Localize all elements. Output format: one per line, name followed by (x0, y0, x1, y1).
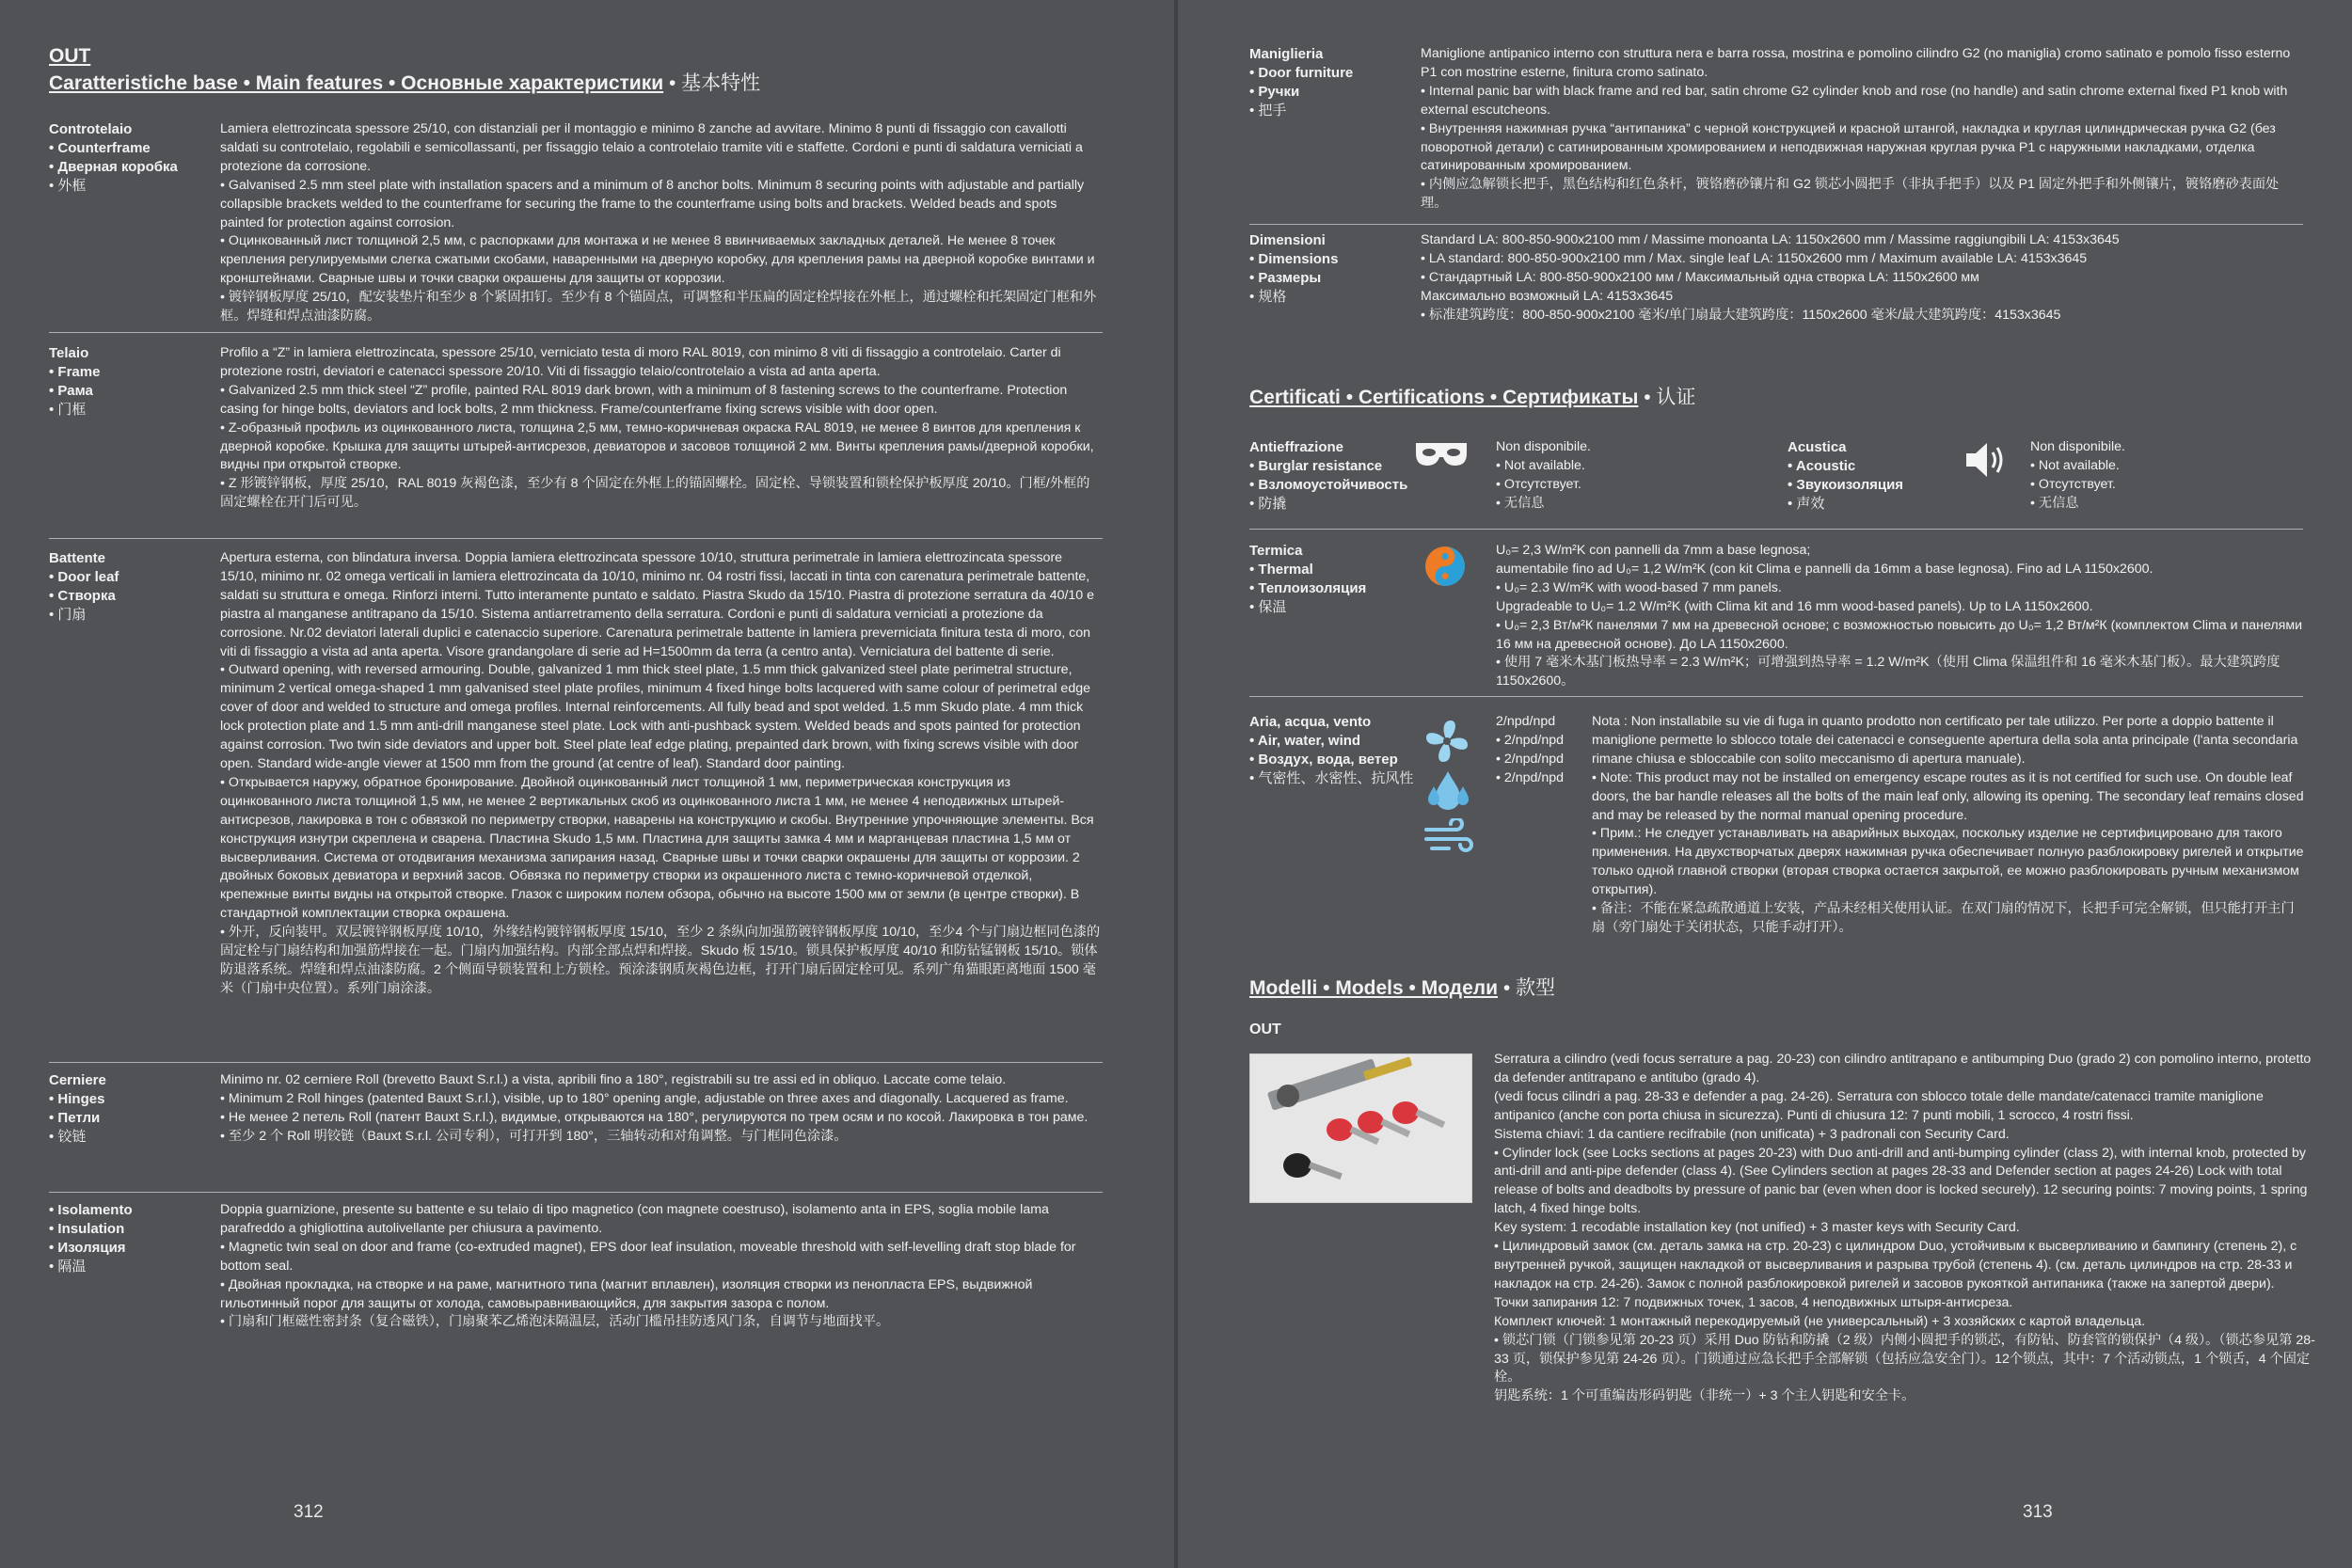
label-en: • Hinges (49, 1091, 105, 1107)
section-text (220, 1201, 1103, 1332)
label-it: Controtelaio (49, 121, 133, 137)
note-it: Nota : Non installabile su vie di fuga in quanto prodotto non certificato per tale utilizzo. Per porte a doppio battente il maniglione permette lo sblocco totale dei catenacci e conseguente apertura della sola anta principale (l'anta secondaria rimane chiusa e sbloccabile con solito meccanismo di apertura manuale). (1592, 714, 2298, 767)
section-label (49, 1071, 214, 1147)
label-cn: • 气密性、水密性、抗风性 (1249, 770, 1414, 786)
heading-main: Certificati • Certifications • Сертификаты (1249, 387, 1639, 408)
para-ru: • Z-образный профиль из оцинкованного листа, толщина 2,5 мм, темно-коричневая окраска RAL 8019, не менее 8 винтов для крепления к дверной коробке. Крышка для защиты штырей-антисрезов, девиаторов и засовов толщиной 2 мм. Винты крепления рамы/дверной коробки, видны при открытой створке. (220, 420, 1094, 473)
para-it: Apertura esterna, con blindatura inversa. Doppia lamiera elettrozincata spessore 10/10, struttura perimetrale in lamiera elettrozincata spessore 15/10, minimo nr. 02 omega verticali in lamiera elettrozincata da 10/10, minimo nr. 04 rostri fissi, laccati in tinta con carenatura perimetrale battente, saldati su struttura e omega. Rinforzi interni. Tutto interamente puntato e saldato. Piastra Skudo da 15/10. Piastra di protezione serratura da 40/10 e piastra al manganese antitrapano da 15/10. Sistema antiarretramento della serratura. Cordoni e punti di saldatura verniciati a protezione da corrosione. Nr.02 deviatori laterali duplici e catenaccio superiore. Carenatura perimetrale battente in lamiera preverniciata finitura testa di moro, con viti di fissaggio a vista ad anta aperta. Visore grandangolare di serie ad H=1500mm da terra (a centro anta). Verniciatura del battente di serie. (220, 550, 1095, 659)
cert-aria-value (1496, 713, 1581, 788)
cylinder-keys-photo (1249, 1053, 1472, 1203)
label-ru: • Дверная коробка (49, 159, 178, 175)
heading-cn: • 款型 (1498, 977, 1556, 999)
para-en-2: Key system: 1 recodable installation key (not unified) + 3 master keys with Security Card. (1494, 1220, 2020, 1236)
para-cn: • 至少 2 个 Roll 明铰链（Bauxt S.r.l. 公司专利），可打开到 180°，三轴转动和对角调整。与门框同色涂漆。 (220, 1128, 848, 1144)
label-it: Acustica (1788, 439, 1847, 455)
para-ru: • Стандартный LA: 800-850-900x2100 мм / Максимальный одна створка LA: 1150x2600 мм (1421, 269, 1979, 285)
label-it: Battente (49, 550, 106, 566)
para-en: • LA standard: 800-850-900x2100 mm / Max. single leaf LA: 1150x2600 mm / Maximum available LA: 4153x3645 (1421, 250, 2088, 266)
label-ru: • Воздух, вода, ветер (1249, 752, 1398, 768)
value-en: • 2/npd/npd (1496, 732, 1565, 748)
main-features-heading (49, 68, 760, 96)
value-it-2: aumentabile fino ad U₀= 1,2 W/m²K (con kit Clima e pannelli da 16mm a base legnosa). Fino ad LA 1150x2600. (1496, 561, 2153, 577)
label-ru: • Размеры (1249, 270, 1322, 286)
para-en: • Minimum 2 Roll hinges (patented Bauxt S.r.l.), visible, up to 180° opening angle, adjustable on three axes and diagonally. Lacquered as frame. (220, 1090, 1069, 1106)
para-en: • Outward opening, with reversed armouring. Double, galvanized 1 mm thick steel plate, 1.5 mm thick galvanized steel plate perimetral structure, minimum 2 vertical omega-shaped 1 mm galvanised steel plate profiles, minimum 4 fixed hinge bolts lacquered with same colour of perimetral edge cover of door and welded to structure and omega profiles. Internal reinforcements. All fully bead and spot welded. 1.5 mm Skudo plate. 4 mm thick lock protection plate and 1.5 mm anti-drill manganese steel plate. Lock with anti-pushback system. Welded beads and spots painted for protection against corrosion. Two twin side deviators and upper bolt. Steel plate leaf edge plating, prepainted dark brown, with fixing screws visible with door open. Standard wide-angle viewer at 1500 mm from the ground (at centre of leaf). Standard door painting. (220, 662, 1090, 771)
value-ru: • U₀= 2,3 Вт/м²К панелями 7 мм на древесной основе; с возможностью повысить до U₀= 1,2 Вт/м²К (комплектом Clima и панелями 16 мм на древесной основе). До LA 1150x2600. (1496, 617, 2303, 652)
value-cn: • 无信息 (2030, 495, 2079, 511)
section-door-furniture (1249, 45, 2303, 225)
label-cn: • 防撬 (1249, 496, 1287, 512)
para-it: Profilo a “Z” in lamiera elettrozincata, spessore 25/10, verniciato testa di moro RAL 8019, con minimo 8 viti di fissaggio a controtelaio. Carter di protezione rostri, deviatori e catenacci spessore 20/10. Viti di fissaggio telaio/controtelaio a vista ad anta aperta. (220, 345, 1061, 379)
label-it: • Isolamento (49, 1202, 133, 1218)
para-cn: • 内侧应急解锁长把手，黑色结构和红色条杆，镀铬磨砂镶片和 G2 锁芯小圆把手（非执手把手）以及 P1 固定外把手和外侧镶片，镀铬磨砂表面处理。 (1421, 177, 2280, 212)
label-cn: • 门框 (49, 402, 87, 418)
para-ru: • Не менее 2 петель Roll (патент Bauxt S.r.l.), видимые, открываются на 180°, регулируются по трем осям и по косой. Лакировка в тон раме. (220, 1109, 1089, 1125)
models-out-subheading: OUT (1249, 1022, 1281, 1037)
cert-termica-value (1496, 542, 2305, 691)
para-cn: • 镀锌钢板厚度 25/10，配安装垫片和至少 8 个紧固扣钉。至少有 8 个锚固点，可调整和半压扁的固定栓焊接在外框上，通过螺栓和托架固定门框和外框。焊缝和焊点油漆防腐。 (220, 290, 1097, 325)
cert-acustica-label (1788, 438, 1952, 514)
label-ru: • Петли (49, 1110, 101, 1126)
out-heading: OUT (49, 45, 91, 67)
para-it: Doppia guarnizione, presente su battente e su telaio di tipo magnetico (con magnete coestruso), isolamento anta in EPS, soglia mobile lama parafreddo a ghigliottina autolivellante per chiusura a pavimento. (220, 1202, 1049, 1236)
label-ru: • Изоляция (49, 1240, 126, 1256)
section-label (1249, 231, 1414, 307)
cert-aria-notes (1592, 713, 2305, 938)
heading-main: Caratteristiche base • Main features • Основные характеристики (49, 72, 664, 94)
label-cn: • 铰链 (49, 1129, 87, 1145)
para-it: Minimo nr. 02 cerniere Roll (brevetto Bauxt S.r.l.) a vista, apribili fino a 180°, registrabili su tre assi ed in obliquo. Laccate come telaio. (220, 1072, 1007, 1087)
para-ru-2: Точки запирания 12: 7 подвижных точек, 1 засов, 4 неподвижных штыря-антисреза. (1494, 1294, 2013, 1310)
label-en: • Dimensions (1249, 251, 1339, 267)
section-label (49, 549, 214, 625)
para-ru-3: Комплект ключей: 1 монтажный перекодируемый (не универсальный) + 3 хозяйских с картой владельца. (1494, 1313, 2146, 1329)
para-en: • Galvanised 2.5 mm steel plate with installation spacers and a minimum of 8 anchor bolts. Minimum 8 securing points with adjustable and partially collapsible brackets welded to the counterframe for securing the frame to the counterframe using bolts and brackets. Welded beads and spots painted for protection against corrosion. (220, 177, 1085, 230)
section-text (220, 549, 1103, 999)
label-it: Dimensioni (1249, 232, 1326, 248)
burglar-mask-icon (1414, 440, 1469, 473)
note-cn: • 备注：不能在紧急疏散通道上安装，产品未经相关使用认证。在双门扇的情况下，长把手可完全解锁，但只能打开主门扇（旁门扇处于关闭状态，只能手动打开）。 (1592, 901, 2295, 935)
section-label (49, 344, 214, 420)
label-ru: • Створка (49, 588, 116, 604)
label-ru: • Ручки (1249, 84, 1300, 100)
section-hinges (49, 1071, 1103, 1193)
label-en: • Burglar resistance (1249, 458, 1383, 474)
para-en: • Internal panic bar with black frame and red bar, satin chrome G2 cylinder knob and rose (no handle) and satin chrome external fixed P1 knob with external escutcheons. (1421, 83, 2288, 118)
section-counterframe (49, 120, 1103, 333)
cert-antieffrazione-value (1496, 438, 1759, 514)
value-it-1: U₀= 2,3 W/m²K con pannelli da 7mm a base legnosa; (1496, 543, 1811, 558)
section-text (1421, 45, 2303, 214)
para-ru: • Оцинкованный лист толщиной 2,5 мм, с распорками для монтажа и не менее 8 ввинчиваемых закладных деталей. Не менее 8 точек крепления регулируемыми слегка сжатыми скобами, наваренными на дверную коробку, для крепления рамы на дверной коробке винтами и кронштейнами. Сварные швы и точки сварки окрашены для защиты от коррозии. (220, 233, 1095, 287)
page-number-left: 312 (294, 1502, 324, 1522)
note-ru: • Прим.: Не следует устанавливать на аварийных выходах, поскольку изделие не сертифицировано для такого применения. На двухстворчатых дверях нажимная ручка обеспечивает полную разблокировку ригелей и открытие только одной главной створки (вторая створка остается закрытой, ее можно разблокировать ручным механизмом открытия). (1592, 826, 2304, 898)
value-en-2: Upgradeable to U₀= 1.2 W/m²K (with Clima kit and 16 mm wood-based panels). Up to LA 1150x2600. (1496, 598, 2093, 614)
para-ru: • Двойная прокладка, на створке и на раме, магнитного типа (магнит вплавлен), изоляция створки из пенопласта EPS, выдвижной гильотинный порог для защиты от холода, самовыравнивающийся, для закрытия зазора с полом. (220, 1276, 1033, 1311)
para-it: Lamiera elettrozincata spessore 25/10, con distanziali per il montaggio e minimo 8 zanche ad avvitare. Minimo 8 punti di fissaggio con cavallotti saldati su controtelaio, regolabili e semicollassanti, per fissaggio telaio a controtelaio tramite viti e staffette. Cordoni e punti di saldatura verniciati a protezione da corrosione. (220, 121, 1083, 174)
label-it: Telaio (49, 345, 89, 361)
cert-row-thermal (1249, 542, 2303, 697)
models-text (1494, 1051, 2322, 1406)
value-cn: • 无信息 (1496, 495, 1545, 511)
para-en: • Magnetic twin seal on door and frame (co-extruded magnet), EPS door leaf insulation, moveable threshold with self-levelling draft stop blade for bottom seal. (220, 1239, 1076, 1274)
label-en: • Insulation (49, 1221, 125, 1237)
heading-main: Modelli • Models • Модели (1249, 977, 1499, 999)
section-label (1249, 45, 1414, 120)
para-en: • Galvanized 2.5 mm thick steel “Z” profile, painted RAL 8019 dark brown, with a minimum of 8 fastening screws to the counterframe. Protection casing for hinge bolts, deviators and lock bolts, 2 mm thickness. Frame/counterframe fixing screws visible with door open. (220, 382, 1068, 417)
para-it: Maniglione antipanico interno con struttura nera e barra rossa, mostrina e pomolino cilindro G2 (no maniglia) cromo satinato e pomolo fisso esterno P1 con mostrine esterne, finitura cromo satinato. (1421, 46, 2291, 80)
cert-row-1 (1249, 438, 2303, 530)
heading-cn: • 认证 (1638, 387, 1696, 408)
thermal-icon (1422, 544, 1468, 594)
label-cn: • 门扇 (49, 607, 87, 623)
section-door-leaf (49, 549, 1103, 1063)
value-it: 2/npd/npd (1496, 714, 1556, 729)
label-en: • Thermal (1249, 562, 1313, 578)
water-drops-icon (1424, 769, 1471, 817)
para-cn-1: • 锁芯门锁（门锁参见第 20-23 页）采用 Duo 防钻和防撬（2 级）内侧小圆把手的锁芯，有防钻、防套管的锁保护（4 级）。（锁芯参见第 28-33 页，锁保护参见第 24-26 页）。门锁通过应急长把手全部解锁（包括应急安全门）。12个锁点，其中：7 个活动锁点，1 个锁舌，4 个固定栓。 (1494, 1332, 2315, 1386)
para-ru: • Внутренняя нажимная ручка “антипаника” с черной конструкцией и красной штангой, накладка и круглая цилиндрическая ручка G2 (без поворотной детали) с сатинированным хромированием и неподвижная наружная круглая ручка P1 с наружными накладками, отделка сатинированным хромированием. (1421, 120, 2276, 174)
para-it-2: (vedi focus cilindri a pag. 28-33 e defender a pag. 24-26). Serratura con sblocco totale delle mandate/catenacci tramite maniglione antipanico (anche con porta chiusa in sicurezza). Punti di chiusura 12: 7 punti mobili, 1 scrocco, 4 rostri fissi. (1494, 1088, 2264, 1123)
cert-row-air-water-wind (1249, 713, 2303, 939)
label-en: • Door leaf (49, 569, 119, 585)
para-en-1: • Cylinder lock (see Locks sections at pages 20-23) with Duo anti-drill and anti-bumping cylinder (class 2), with internal knob, protected by anti-drill and anti-pipe defender (class 4). (See Cylinders section at pages 28-33 and Defender section at pages 24-26) Lock with total release of bolts and deadbolts by pressure of panic bar (even when door is locked securely). 12 securing points: 7 moving points, 1 spring latch, 4 fixed hinge bolts. (1494, 1145, 2308, 1217)
label-en: • Frame (49, 364, 101, 380)
heading-cn: • 基本特性 (663, 72, 761, 94)
label-cn: • 声效 (1788, 496, 1825, 512)
value-cn: • 2/npd/npd (1496, 769, 1565, 785)
value-it: Non disponibile. (2030, 439, 2125, 454)
para-ru-2: Максимально возможный LA: 4153x3645 (1421, 288, 1674, 304)
label-en: • Counterframe (49, 140, 151, 156)
speaker-icon (1963, 438, 2010, 486)
note-en: • Note: This product may not be installed on emergency escape routes as it is not certified for such use. On double leaf doors, the bar handle releases all the bolts of the main leaf only, allowing its opening. The secondary leaf remains closed and may be released by the normal manual opening procedure. (1592, 769, 2304, 823)
air-fan-icon (1422, 717, 1471, 770)
para-cn: • 标准建筑跨度：800-850-900x2100 毫米/单门扇最大建筑跨度：1150x2600 毫米/最大建筑跨度：4153x3645 (1421, 307, 2061, 323)
para-cn: • 门扇和门框磁性密封条（复合磁铁），门扇聚苯乙烯泡沫隔温层，活动门槛吊挂防透风门条，自调节与地面找平。 (220, 1314, 890, 1330)
cert-antieffrazione-label (1249, 438, 1414, 514)
para-it-1: Serratura a cilindro (vedi focus serrature a pag. 20-23) con cilindro antitrapano e antibumping Duo (grado 2) con pomolino interno, protetto da defender antitrapano e antitubo (grado 4). (1494, 1052, 2312, 1085)
label-ru: • Теплоизоляция (1249, 580, 1367, 596)
label-cn: • 隔温 (49, 1259, 87, 1275)
certifications-heading (1249, 382, 1695, 410)
label-cn: • 外框 (49, 178, 87, 194)
section-frame (49, 344, 1103, 539)
label-en: • Door furniture (1249, 65, 1354, 81)
label-en: • Air, water, wind (1249, 733, 1361, 749)
section-text (220, 344, 1103, 513)
label-it: Cerniere (49, 1072, 106, 1088)
page-left (0, 0, 1174, 1568)
cert-termica-label (1249, 542, 1414, 617)
value-en: • Not available. (1496, 457, 1585, 473)
value-en-1: • U₀= 2.3 W/m²K with wood-based 7 mm panels. (1496, 579, 1782, 595)
section-insulation (49, 1201, 1103, 1342)
value-ru: • Отсутствует. (2030, 476, 2116, 492)
label-ru: • Рама (49, 383, 93, 399)
label-cn: • 规格 (1249, 289, 1287, 305)
label-cn: • 保温 (1249, 599, 1287, 615)
section-label (49, 1201, 214, 1276)
value-it: Non disponibile. (1496, 439, 1591, 454)
section-text (220, 1071, 1103, 1147)
value-ru: • Отсутствует. (1496, 476, 1581, 492)
label-it: Antieffrazione (1249, 439, 1344, 455)
section-label (49, 120, 214, 196)
models-heading (1249, 973, 1555, 1001)
para-cn-2: 钥匙系统：1 个可重编齿形码钥匙（非统一）+ 3 个主人钥匙和安全卡。 (1494, 1388, 1915, 1404)
cert-aria-label (1249, 713, 1414, 788)
para-it-3: Sistema chiavi: 1 da cantiere recifrabile (non unificata) + 3 padronali con Security Card. (1494, 1126, 2010, 1142)
value-en: • Not available. (2030, 457, 2120, 473)
label-en: • Acoustic (1788, 458, 1856, 474)
label-it: Termica (1249, 543, 1303, 559)
label-ru: • Взломоустойчивость (1249, 477, 1408, 493)
label-ru: • Звукоизоляция (1788, 477, 1904, 493)
cert-acustica-value (2030, 438, 2294, 514)
value-cn: • 使用 7 毫米木基门板热导率 = 2.3 W/m²K；可增强到热导率 = 1.2 W/m²K（使用 Clima 保温组件和 16 毫米木基门板）。最大建筑跨度 1150x2600。 (1496, 655, 2280, 689)
para-it: Standard LA: 800-850-900x2100 mm / Massime monoanta LA: 1150x2600 mm / Massime raggiungibili LA: 4153x3645 (1421, 232, 2120, 247)
value-ru: • 2/npd/npd (1496, 751, 1565, 767)
label-it: Aria, acqua, vento (1249, 714, 1372, 730)
para-ru: • Открывается наружу, обратное бронирование. Двойной оцинкованный лист толщиной 1 мм, периметрическая конструкция из оцинкованного листа толщиной 1,5 мм, не менее 2 вертикальных скоб из оцинкованного листа 1 мм, не менее 4 неподвижных штырей-антисрезов, лакировка в тон с обвязкой по периметру створки, наварены на конструкцию и скобы. Внутренние упрочняющие элементы. Вся конструкция изнутри скреплена и сварена. Пластина Skudo 1,5 мм. Пластина для защиты замка 4 мм и марганцевая пластина 1,5 мм от высверливания. Система от отодвигания механизма запирания назад. Сварные швы и точки сварки окрашены для защиты от коррозии. 2 двойных боковых девиатора и верхний засов. Обвязка по периметру створки из окрашенного листа с темно-коричневой отделкой, крепежные винты видны на открытой створке. Глазок с широким полем обзора, обычно на высоте 1500 мм от земли (в центре створки). В стандартной комплектации створка окрашена. (220, 774, 1094, 922)
para-ru-1: • Цилиндровый замок (см. деталь замка на стр. 20-23) с цилиндром Duo, устойчивым к высверливанию и бампингу (степень 2), с внутренней ручкой, защищен накладкой от высверливания и разрыва трубой (степень 4). (см. деталь цилиндров на стр. 28-33 и накладок на стр. 24-26). Замок с полной разблокировкой ригелей и засовов рукояткой антипаника (также на запертой двери). (1494, 1239, 2297, 1291)
para-cn: • Z 形镀锌钢板，厚度 25/10，RAL 8019 灰褐色漆，至少有 8 个固定在外框上的锚固螺栓。固定栓、导锁装置和锁栓保护板厚度 20/10。门框/外框的固定螺栓在开门后可见。 (220, 476, 1090, 511)
section-dimensions (1249, 231, 2303, 335)
label-cn: • 把手 (1249, 103, 1287, 119)
section-text (1421, 231, 2303, 325)
page-number-right: 313 (2023, 1502, 2053, 1522)
section-text (220, 120, 1103, 326)
label-it: Maniglieria (1249, 46, 1324, 62)
para-cn: • 外开，反向装甲。双层镀锌钢板厚度 10/10，外缘结构镀锌钢板厚度 15/10，至少 2 条纵向加强筋镀锌钢板厚度 10/10，至少4 个与门扇边框同色漆的固定栓与门扇结构和加强筋焊接在一起。门扇内加强结构。内部全部点焊和焊接。Skudo 板 15/10。锁具保护板厚度 40/10 和防钻锰钢板 15/10。锁体防退落系统。焊缝和焊点油漆防腐。2 个侧面导锁装置和上方锁栓。预涂漆钢质灰褐色边框，打开门扇后固定栓可见。系列广角猫眼距离地面 1500 毫米（门扇中央位置）。系列门扇涂漆。 (220, 925, 1101, 996)
wind-icon (1422, 818, 1473, 861)
